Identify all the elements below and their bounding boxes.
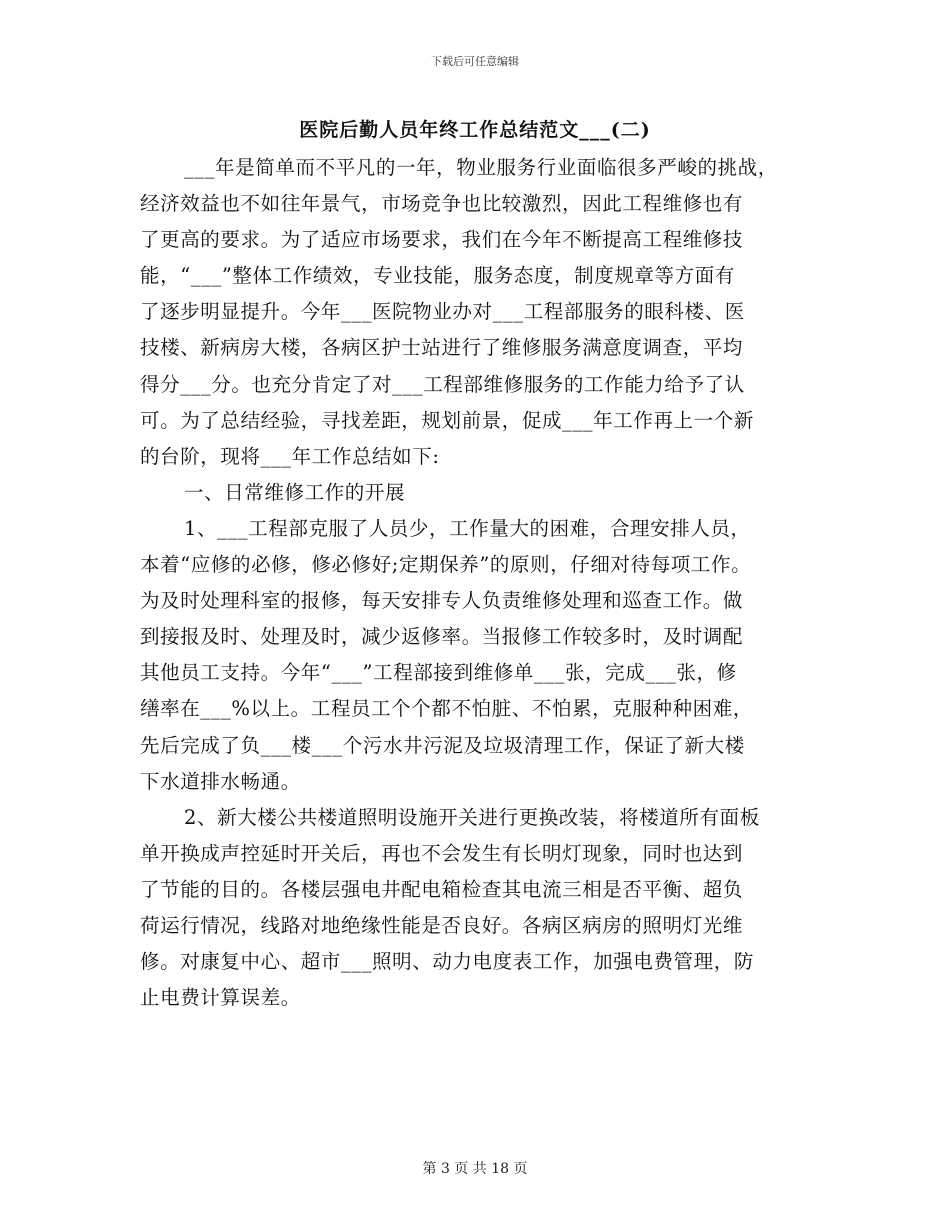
paragraph-line: ___年是简单而不平凡的一年，物业服务行业面临很多严峻的挑战，	[184, 156, 778, 179]
paragraph-line: 得分___分。也充分肯定了对___工程部维修服务的工作能力给予了认	[140, 372, 745, 396]
page-header-note: 下载后可任意编辑	[431, 55, 519, 68]
paragraph-line: 到接报及时、处理及时，减少返修率。当报修工作较多时，及时调配	[140, 625, 744, 649]
paragraph-line: 荷运行情况，线路对地绝缘性能是否良好。各病区病房的照明灯光维	[140, 913, 744, 937]
paragraph-line: 单开换成声控延时开关后，再也不会发生有长明灯现象，同时也达到	[140, 841, 744, 865]
document-title: 医院后勤人员年终工作总结范文___(二)	[299, 119, 651, 141]
paragraph-line: 缮率在___%以上。工程员工个个都不怕脏、不怕累，克服种种困难，	[140, 697, 753, 721]
paragraph-line: 下水道排水畅通。	[140, 769, 301, 793]
paragraph-line: 了更高的要求。为了适应市场要求，我们在今年不断提高工程维修技	[140, 228, 744, 252]
paragraph-line: 1、___工程部克服了人员少，工作量大的困难，合理安排人员，	[184, 516, 751, 540]
paragraph-line: 本着“应修的必修，修必修好;定期保养”的原则，仔细对待每项工作。	[140, 553, 752, 577]
paragraph-line: 为及时处理科室的报修，每天安排专人负责维修处理和巡查工作。做	[140, 589, 744, 613]
paragraph-line: 了逐步明显提升。今年___医院物业办对___工程部服务的眼科楼、医	[140, 300, 745, 324]
paragraph-line: 能，“___”整体工作绩效，专业技能，服务态度，制度规章等方面有	[140, 264, 735, 288]
paragraph-line: 的台阶，现将___年工作总结如下:	[140, 444, 440, 468]
paragraph-line: 其他员工支持。今年“___”工程部接到维修单___张，完成___张，修	[140, 661, 737, 685]
document-body	[140, 150, 815, 1016]
paragraph-line: 可。为了总结经验，寻找差距，规划前景，促成___年工作再上一个新	[140, 408, 754, 432]
paragraph-line: 经济效益也不如往年景气，市场竞争也比较激烈，因此工程维修也有	[140, 192, 744, 216]
paragraph-line: 先后完成了负___楼___个污水井污泥及垃圾清理工作，保证了新大楼	[140, 733, 745, 757]
paragraph-line: 2、新大楼公共楼道照明设施开关进行更换改装，将楼道所有面板	[184, 805, 760, 829]
section-heading: 一、日常维修工作的开展	[184, 480, 406, 504]
paragraph-line: 技楼、新病房大楼，各病区护士站进行了维修服务满意度调查，平均	[140, 336, 744, 360]
page-number: 第 3 页 共 18 页	[422, 1161, 528, 1177]
paragraph-line: 了节能的目的。各楼层强电井配电箱检查其电流三相是否平衡、超负	[140, 877, 744, 901]
paragraph-line: 止电费计算误差。	[140, 986, 301, 1010]
paragraph-line: 修。对康复中心、超市___照明、动力电度表工作，加强电费管理，防	[140, 950, 754, 974]
